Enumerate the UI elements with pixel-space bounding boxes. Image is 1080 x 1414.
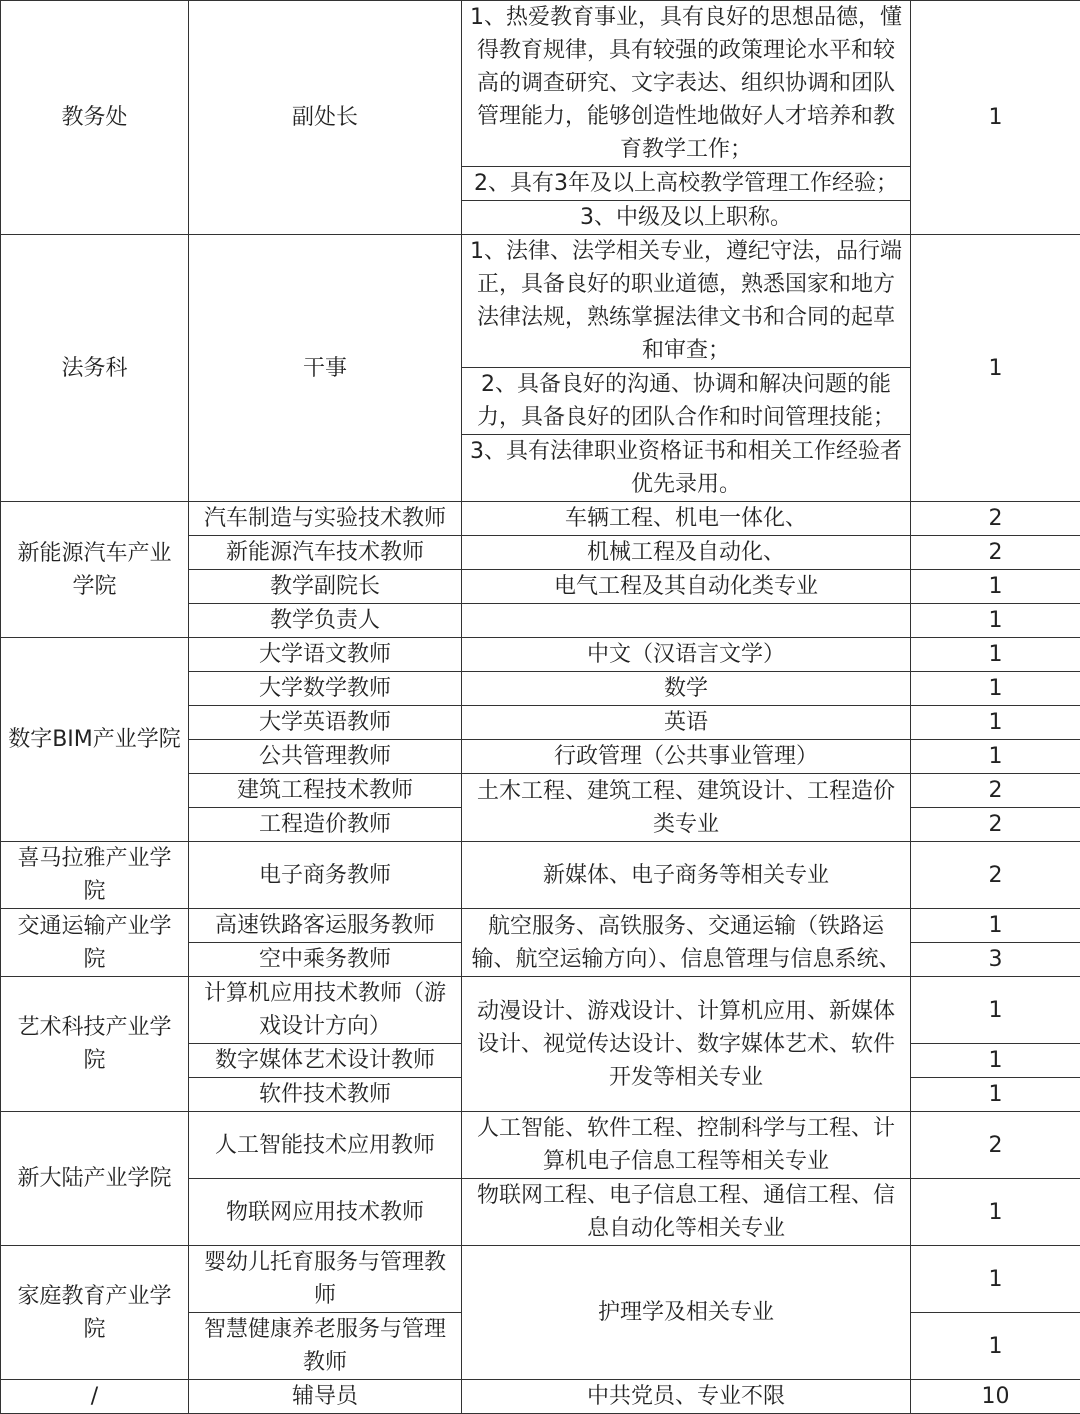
count-cell: 1 <box>911 235 1080 502</box>
department-cell: 数字BIM产业学院 <box>1 638 189 842</box>
position-cell: 新能源汽车技术教师 <box>189 536 462 570</box>
major-cell: 物联网工程、电子信息工程、通信工程、信息自动化等相关专业 <box>462 1179 911 1246</box>
count-cell: 2 <box>911 808 1080 842</box>
major-cell: 电气工程及其自动化类专业 <box>462 570 911 604</box>
department-cell: 交通运输产业学院 <box>1 909 189 977</box>
table-row <box>1 235 1080 368</box>
position-cell: 汽车制造与实验技术教师 <box>189 502 462 536</box>
count-cell: 1 <box>911 638 1080 672</box>
count-cell: 1 <box>911 570 1080 604</box>
position-cell: 婴幼儿托育服务与管理教师 <box>189 1246 462 1313</box>
position-cell: 大学语文教师 <box>189 638 462 672</box>
position-cell: 软件技术教师 <box>189 1078 462 1112</box>
table-row <box>1 909 1080 943</box>
count-cell: 1 <box>911 1044 1080 1078</box>
count-cell: 1 <box>911 1246 1080 1313</box>
position-cell: 大学数学教师 <box>189 672 462 706</box>
major-cell: 机械工程及自动化、 <box>462 536 911 570</box>
position-cell: 人工智能技术应用教师 <box>189 1112 462 1179</box>
position-cell: 副处长 <box>189 1 462 235</box>
table-row <box>1 1380 1080 1414</box>
department-cell: 教务处 <box>1 1 189 235</box>
position-cell: 教学负责人 <box>189 604 462 638</box>
major-cell: 英语 <box>462 706 911 740</box>
count-cell: 1 <box>911 1313 1080 1380</box>
count-cell: 1 <box>911 1078 1080 1112</box>
count-cell: 2 <box>911 774 1080 808</box>
department-cell: / <box>1 1380 189 1414</box>
table-row <box>1 1 1080 167</box>
department-cell: 家庭教育产业学院 <box>1 1246 189 1380</box>
major-cell <box>462 604 911 638</box>
count-cell: 2 <box>911 1112 1080 1179</box>
count-cell: 2 <box>911 502 1080 536</box>
position-cell: 工程造价教师 <box>189 808 462 842</box>
major-cell: 护理学及相关专业 <box>462 1246 911 1380</box>
major-cell: 航空服务、高铁服务、交通运输（铁路运输、航空运输方向）、信息管理与信息系统、 <box>462 909 911 977</box>
major-cell: 中共党员、专业不限 <box>462 1380 911 1414</box>
position-cell: 智慧健康养老服务与管理教师 <box>189 1313 462 1380</box>
position-cell: 大学英语教师 <box>189 706 462 740</box>
count-cell: 1 <box>911 1179 1080 1246</box>
department-cell: 新能源汽车产业学院 <box>1 502 189 638</box>
table-row <box>1 1246 1080 1313</box>
department-cell: 喜马拉雅产业学院 <box>1 842 189 909</box>
count-cell: 1 <box>911 977 1080 1044</box>
count-cell: 1 <box>911 604 1080 638</box>
major-cell: 数学 <box>462 672 911 706</box>
position-cell: 计算机应用技术教师（游戏设计方向） <box>189 977 462 1044</box>
position-cell: 空中乘务教师 <box>189 943 462 977</box>
table-row <box>1 1112 1080 1179</box>
count-cell: 3 <box>911 943 1080 977</box>
count-cell: 1 <box>911 909 1080 943</box>
position-cell: 干事 <box>189 235 462 502</box>
table-row <box>1 502 1080 536</box>
major-cell: 行政管理（公共事业管理） <box>462 740 911 774</box>
table-row <box>1 842 1080 909</box>
major-cell: 中文（汉语言文学） <box>462 638 911 672</box>
department-cell: 新大陆产业学院 <box>1 1112 189 1246</box>
requirement-cell: 2、具有3年及以上高校教学管理工作经验； <box>462 167 911 201</box>
requirement-cell: 3、具有法律职业资格证书和相关工作经验者优先录用。 <box>462 435 911 502</box>
requirement-cell: 3、中级及以上职称。 <box>462 201 911 235</box>
count-cell: 1 <box>911 740 1080 774</box>
count-cell: 1 <box>911 706 1080 740</box>
major-cell: 车辆工程、机电一体化、 <box>462 502 911 536</box>
count-cell: 2 <box>911 842 1080 909</box>
major-cell: 土木工程、建筑工程、建筑设计、工程造价类专业 <box>462 774 911 842</box>
position-cell: 建筑工程技术教师 <box>189 774 462 808</box>
table-row <box>1 977 1080 1044</box>
major-cell: 人工智能、软件工程、控制科学与工程、计算机电子信息工程等相关专业 <box>462 1112 911 1179</box>
table-row <box>1 638 1080 672</box>
requirement-cell: 1、法律、法学相关专业，遵纪守法，品行端正，具备良好的职业道德，熟悉国家和地方法律法规，熟练掌握法律文书和合同的起草和审查； <box>462 235 911 368</box>
position-cell: 公共管理教师 <box>189 740 462 774</box>
count-cell: 2 <box>911 536 1080 570</box>
position-cell: 教学副院长 <box>189 570 462 604</box>
position-cell: 高速铁路客运服务教师 <box>189 909 462 943</box>
department-cell: 法务科 <box>1 235 189 502</box>
count-cell: 1 <box>911 672 1080 706</box>
requirement-cell: 1、热爱教育事业，具有良好的思想品德，懂得教育规律，具有较强的政策理论水平和较高的调查研究、文字表达、组织协调和团队管理能力，能够创造性地做好人才培养和教育教学工作； <box>462 1 911 167</box>
major-cell: 动漫设计、游戏设计、计算机应用、新媒体设计、视觉传达设计、数字媒体艺术、软件开发等相关专业 <box>462 977 911 1112</box>
position-cell: 辅导员 <box>189 1380 462 1414</box>
major-cell: 新媒体、电子商务等相关专业 <box>462 842 911 909</box>
position-cell: 电子商务教师 <box>189 842 462 909</box>
count-cell: 10 <box>911 1380 1080 1414</box>
position-cell: 数字媒体艺术设计教师 <box>189 1044 462 1078</box>
position-cell: 物联网应用技术教师 <box>189 1179 462 1246</box>
count-cell: 1 <box>911 1 1080 235</box>
department-cell: 艺术科技产业学院 <box>1 977 189 1112</box>
requirement-cell: 2、具备良好的沟通、协调和解决问题的能力，具备良好的团队合作和时间管理技能； <box>462 368 911 435</box>
